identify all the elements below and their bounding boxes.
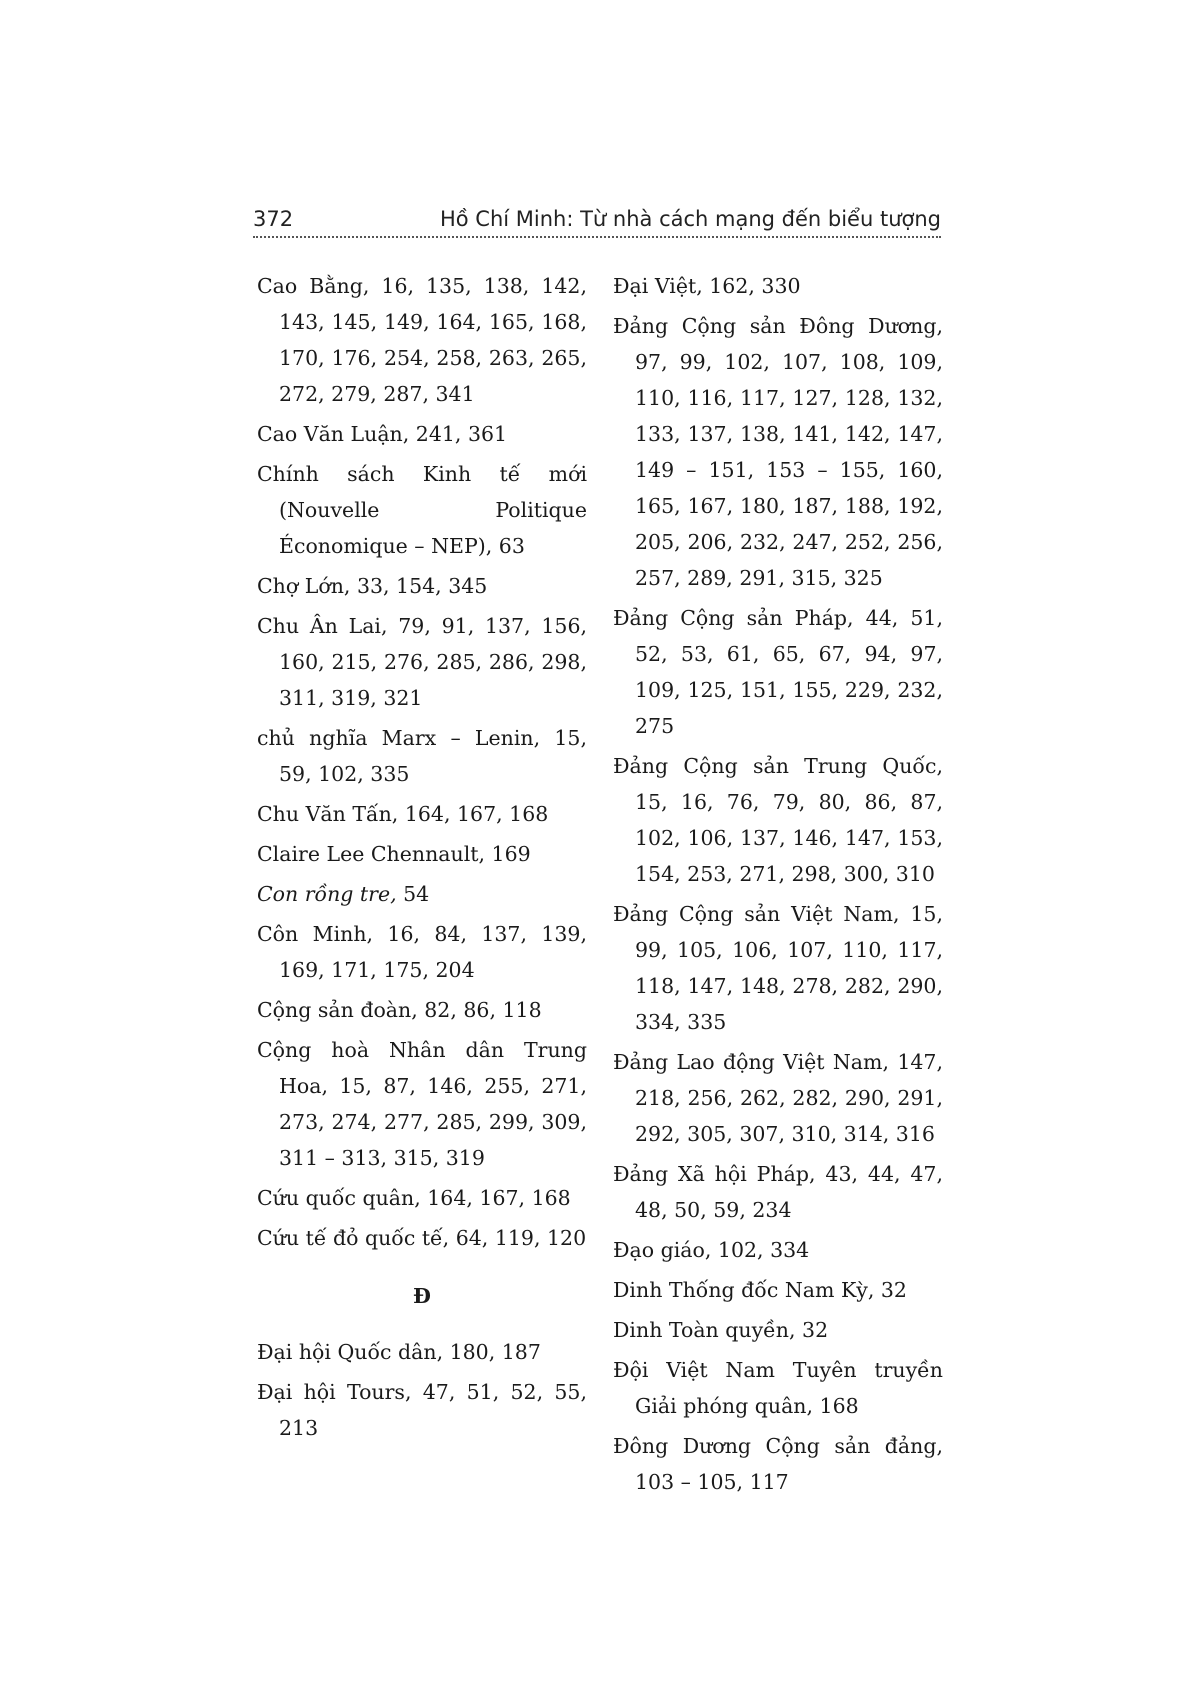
index-entry	[613, 748, 943, 892]
index-pages: , 241, 361	[402, 422, 508, 446]
index-entry	[257, 1220, 587, 1256]
index-pages: , 32	[789, 1318, 829, 1342]
index-entry	[257, 1032, 587, 1176]
index-pages: , 16, 84, 137, 139, 169, 171, 175, 204	[279, 922, 587, 982]
index-entry	[257, 836, 587, 872]
index-entry	[613, 896, 943, 1040]
index-entry	[257, 992, 587, 1028]
index-term: Đại hội Tours	[257, 1380, 405, 1404]
index-entry	[257, 608, 587, 716]
index-entry	[257, 720, 587, 792]
index-term: chủ nghĩa Marx – Lenin	[257, 726, 534, 750]
index-entry	[613, 1352, 943, 1424]
index-term: Đảng Cộng sản Pháp	[613, 606, 848, 630]
index-entry	[257, 416, 587, 452]
index-term: Đại Việt	[613, 274, 697, 298]
index-term: Cộng sản đoàn	[257, 998, 412, 1022]
index-term: Cao Bằng	[257, 274, 363, 298]
index-term: Đại hội Quốc dân	[257, 1340, 437, 1364]
index-pages: , 64, 119, 120	[442, 1226, 587, 1250]
index-term: Chính sách Kinh tế mới (Nouvelle Politique Économique – NEP)	[257, 462, 587, 558]
index-entry	[613, 1156, 943, 1228]
running-header	[253, 203, 941, 233]
index-entry	[257, 1374, 587, 1446]
index-pages: , 147, 218, 256, 262, 282, 290, 291, 292, 305, 307, 310, 314, 316	[635, 1050, 943, 1146]
index-pages: , 15, 16, 76, 79, 80, 86, 87, 102, 106, 137, 146, 147, 153, 154, 253, 271, 298, 300, 310	[635, 754, 943, 886]
index-pages: , 16, 135, 138, 142, 143, 145, 149, 164, 165, 168, 170, 176, 254, 258, 263, 265, 272, 279, 287, 341	[279, 274, 587, 406]
index-term: Đạo giáo	[613, 1238, 705, 1262]
index-entry-title	[257, 876, 587, 912]
index-term: Chợ Lớn	[257, 574, 344, 598]
index-pages: 54	[396, 882, 430, 906]
index-entry	[257, 796, 587, 832]
index-term: Đông Dương Cộng sản đảng	[613, 1434, 937, 1458]
index-term: Chu Ân Lai	[257, 614, 381, 638]
index-pages: , 43, 44, 47, 48, 50, 59, 234	[635, 1162, 943, 1222]
index-entry	[613, 1312, 943, 1348]
index-term: Côn Minh	[257, 922, 367, 946]
running-title: Hồ Chí Minh: Từ nhà cách mạng đến biểu tượng	[439, 207, 941, 231]
index-entry	[257, 916, 587, 988]
index-term: Đảng Lao động Việt Nam	[613, 1050, 883, 1074]
index-pages: , 164, 167, 168	[391, 802, 549, 826]
index-entry	[257, 1334, 587, 1370]
index-pages: , 15, 87, 146, 255, 271, 273, 274, 277, 285, 299, 309, 311 – 313, 315, 319	[279, 1074, 587, 1170]
index-term: Dinh Thống đốc Nam Kỳ	[613, 1278, 868, 1302]
index-pages: , 164, 167, 168	[414, 1186, 571, 1210]
index-pages: , 97, 99, 102, 107, 108, 109, 110, 116, 117, 127, 128, 132, 133, 137, 138, 141, 142, 147, 149 – 151, 153 – 155, 160, 165, 167, 180, 187, 188, 192, 205, 206, 232, 247, 252, 256, 257, 289, 291, 315, 325	[635, 314, 943, 590]
index-column-left	[257, 268, 587, 1450]
index-entry	[613, 1232, 943, 1268]
index-entry	[257, 268, 587, 412]
header-dotted-rule	[253, 236, 941, 238]
index-term: Cộng hoà Nhân dân Trung Hoa	[257, 1038, 587, 1098]
index-term: Dinh Toàn quyền	[613, 1318, 790, 1342]
index-pages: , 63	[485, 534, 525, 558]
index-entry	[257, 456, 587, 564]
index-term: Đảng Cộng sản Việt Nam	[613, 902, 893, 926]
index-entry	[613, 1044, 943, 1152]
index-pages: , 168	[806, 1394, 859, 1418]
index-pages: , 33, 154, 345	[343, 574, 488, 598]
index-entry	[257, 568, 587, 604]
index-entry	[613, 1272, 943, 1308]
index-term: Đội Việt Nam Tuyên truyền Giải phóng quân	[613, 1358, 943, 1418]
index-term: Claire Lee Chennault	[257, 842, 479, 866]
index-term: Cứu tế đỏ quốc tế	[257, 1226, 443, 1250]
index-pages: , 79, 91, 137, 156, 160, 215, 276, 285, 286, 298, 311, 319, 321	[279, 614, 588, 710]
page-number: 372	[253, 207, 294, 231]
index-entry	[613, 1428, 943, 1500]
index-pages: , 162, 330	[696, 274, 801, 298]
index-entry	[613, 308, 943, 596]
index-term: Cao Văn Luận	[257, 422, 403, 446]
index-entry	[613, 600, 943, 744]
index-pages: , 47, 51, 52, 55, 213	[279, 1380, 587, 1440]
index-pages: , 15, 99, 105, 106, 107, 110, 117, 118, 147, 148, 278, 282, 290, 334, 335	[635, 902, 943, 1034]
index-pages: , 82, 86, 118	[411, 998, 542, 1022]
section-letter: Đ	[413, 1284, 431, 1308]
index-term: Đảng Cộng sản Đông Dương	[613, 314, 937, 338]
index-column-right	[613, 268, 943, 1504]
index-entry	[613, 268, 943, 304]
index-term: Đảng Cộng sản Trung Quốc	[613, 754, 937, 778]
index-pages: , 180, 187	[436, 1340, 541, 1364]
index-pages: , 32	[867, 1278, 907, 1302]
index-term: Chu Văn Tấn	[257, 802, 392, 826]
index-pages: , 102, 334	[704, 1238, 810, 1262]
index-term: Đảng Xã hội Pháp	[613, 1162, 810, 1186]
index-pages: , 44, 51, 52, 53, 61, 65, 67, 94, 97, 109, 125, 151, 155, 229, 232, 275	[635, 606, 943, 738]
index-term: Con rồng tre,	[257, 882, 397, 906]
index-entry	[257, 1180, 587, 1216]
index-pages: , 169	[478, 842, 531, 866]
index-term: Cứu quốc quân	[257, 1186, 415, 1210]
index-pages: , 15, 59, 102, 335	[279, 726, 587, 786]
index-pages: , 103 – 105, 117	[635, 1434, 943, 1494]
